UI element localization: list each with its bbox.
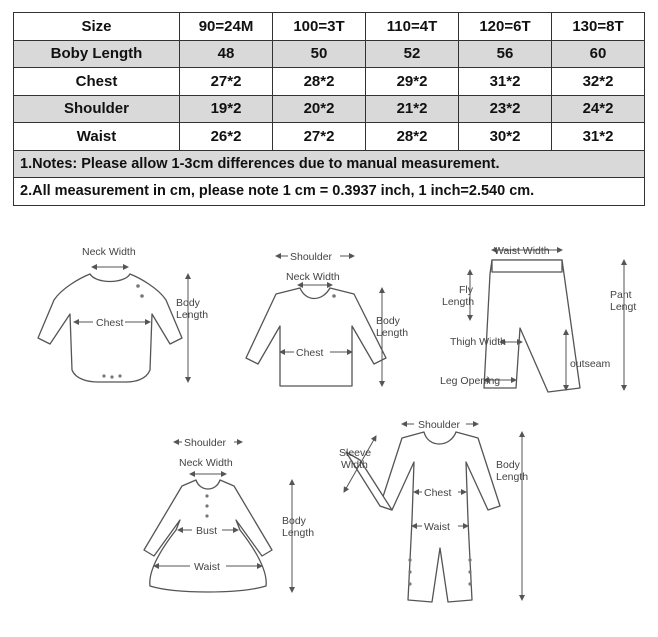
button-icon [205,504,208,507]
shoulder-label: Shoulder [418,419,461,431]
table-cell: 31*2 [552,123,645,151]
waist-label: Waist [424,521,450,533]
table-row-waist [14,123,645,151]
chest-label: Chest [296,347,324,359]
table-cell: 52 [366,40,459,68]
note-unit-conversion: 2.All measurement in cm, please note 1 cm = 0.3937 inch, 1 inch=2.540 cm. [14,178,645,206]
shirt-diagram [246,250,408,386]
thigh-width-label: Thigh Width [450,336,507,348]
fly-length-label: Fly [459,284,473,296]
snap-icon [408,570,411,573]
pants-waistband [492,260,562,272]
table-cell: 50 [273,40,366,68]
body-length-label: Length [282,527,315,539]
button-icon [140,294,144,298]
notes-row [14,178,645,206]
header-cell: Size [14,13,180,41]
pant-length-label: Lengt [610,301,637,313]
table-cell: 27*2 [273,123,366,151]
notes-row [14,150,645,178]
table-cell: 19*2 [180,95,273,123]
header-cell: 90=24M [180,13,273,41]
table-cell: 28*2 [273,68,366,96]
button-icon [136,284,140,288]
table-cell: 30*2 [459,123,552,151]
button-icon [332,294,336,298]
row-label: Shoulder [14,95,180,123]
table-cell: 48 [180,40,273,68]
dress-diagram [144,436,314,592]
snap-icon [408,558,411,561]
snap-icon [468,570,471,573]
shoulder-label: Shoulder [290,251,333,263]
table-row-shoulder [14,95,645,123]
romper-diagram [339,418,528,602]
table-cell: 20*2 [273,95,366,123]
neck-width-label: Neck Width [179,457,233,469]
header-cell: 100=3T [273,13,366,41]
snap-icon [468,558,471,561]
table-cell: 21*2 [366,95,459,123]
body-length-label: Length [496,471,529,483]
row-label: Waist [14,123,180,151]
snap-icon [102,374,105,377]
shirt-outline [246,288,386,386]
outseam-label: outseam [570,358,611,370]
bust-label: Bust [196,525,218,537]
snap-icon [408,582,411,585]
body-length-label: Body [376,315,400,327]
table-cell: 27*2 [180,68,273,96]
snap-icon [118,374,121,377]
waist-width-label: Waist Width [494,245,550,257]
shoulder-label: Shoulder [184,437,227,449]
body-length-label: Body [176,297,200,309]
leg-opening-label: Leg Opening [440,375,501,387]
header-cell: 110=4T [366,13,459,41]
header-cell: 130=8T [552,13,645,41]
sleeve-width-label: Sleeve [339,447,372,459]
header-cell: 120=6T [459,13,552,41]
fly-length-label: Length [442,296,475,308]
table-cell: 24*2 [552,95,645,123]
measurement-diagrams [0,230,658,630]
table-cell: 28*2 [366,123,459,151]
table-cell: 29*2 [366,68,459,96]
waist-label: Waist [194,561,220,573]
body-length-label: Length [376,327,409,339]
table-cell: 56 [459,40,552,68]
pants-diagram [440,245,636,392]
neck-width-label: Neck Width [82,246,136,258]
table-row-chest [14,68,645,96]
romper-outline [380,432,500,602]
snap-icon [110,375,113,378]
bodysuit-diagram [38,246,208,382]
table-cell: 31*2 [459,68,552,96]
snap-icon [468,582,471,585]
row-label: Chest [14,68,180,96]
pant-length-label: Pant [610,289,632,301]
chest-label: Chest [424,487,452,499]
body-length-label: Length [176,309,209,321]
body-length-label: Body [496,459,520,471]
note-manual-measurement: 1.Notes: Please allow 1-3cm differences due to manual measurement. [14,150,645,178]
size-header-row [14,13,645,41]
neck-width-label: Neck Width [286,271,340,283]
button-icon [205,494,208,497]
row-label: Boby Length [14,40,180,68]
table-cell: 23*2 [459,95,552,123]
size-chart-table [13,12,645,206]
table-cell: 32*2 [552,68,645,96]
table-cell: 60 [552,40,645,68]
button-icon [205,514,208,517]
table-row-body-length [14,40,645,68]
chest-label: Chest [96,317,124,329]
table-cell: 26*2 [180,123,273,151]
body-length-label: Body [282,515,306,527]
sleeve-width-label: Width [341,459,368,471]
